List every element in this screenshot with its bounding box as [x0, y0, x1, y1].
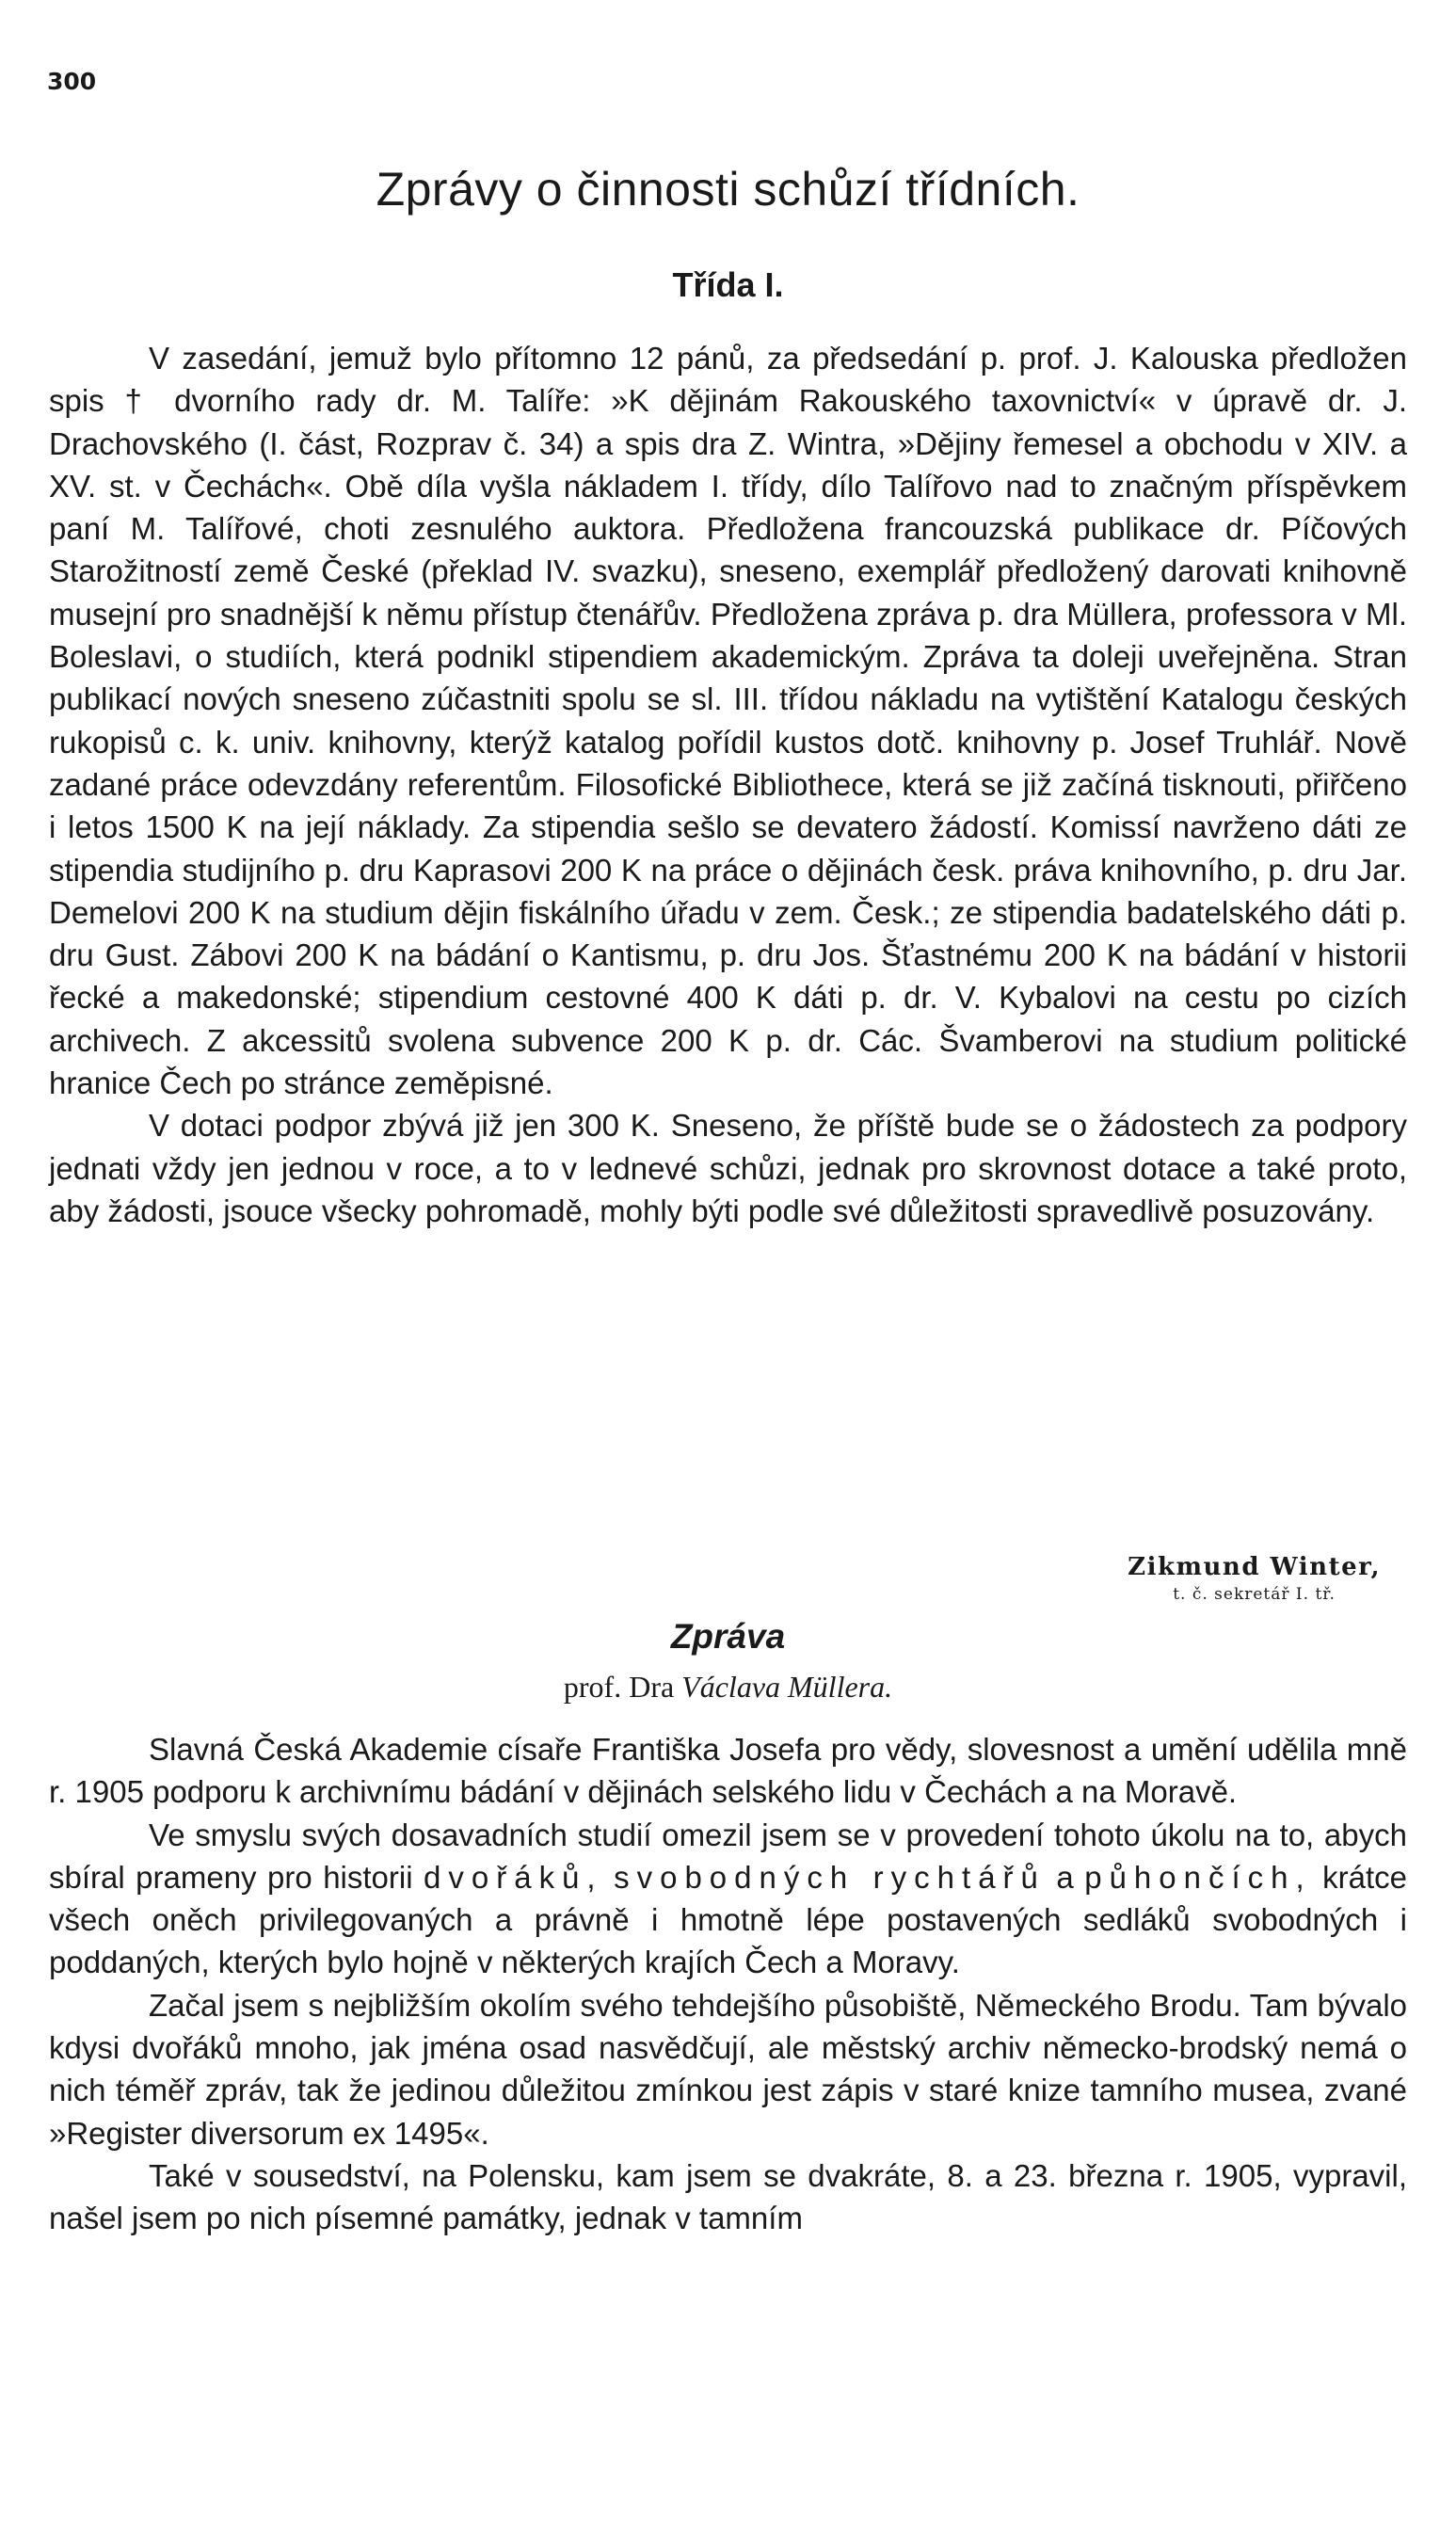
emphasized-term: dvořáků,: [424, 1859, 603, 1895]
paragraph: V dotaci podpor zbývá již jen 300 K. Sneseno, že příště bude se o žádostech za podpory jednati vždy jen jednou v roce, a to v lednevé schůzi, jednak pro skrovnost dotace a také proto, aby žádosti, jsouce všecky pohromadě, mohly býti podle své důležitosti spravedlivě posuzovány.: [49, 1108, 1407, 1228]
author-name: Václava Müllera.: [681, 1670, 893, 1704]
emphasized-term: půhončích,: [1084, 1859, 1312, 1895]
signature-role: t. č. sekretář I. tř.: [1173, 1585, 1336, 1604]
signature: [1128, 1553, 1381, 1604]
paragraph-text: Ve smyslu svých dosavadních studií omezil jsem se v provedení tohoto úkolu na to, abych sbíral prameny pro historii: [49, 1817, 1407, 1895]
class-heading: Třída I.: [672, 265, 784, 304]
signature-name: Zikmund Winter,: [1128, 1553, 1381, 1581]
emphasized-term: svobodných rychtářů: [614, 1859, 1046, 1895]
report-author: [0, 1670, 1456, 1705]
report-body: [49, 1728, 1407, 2240]
paragraph: Slavná Česká Akademie císaře Františka Josefa pro vědy, slovesnost a umění udělila mně r. 1905 podporu k archivnímu bádání v dějinách selského lidu v Čechách a na Moravě.: [49, 1732, 1407, 1810]
page-title: Zprávy o činnosti schůzí třídních.: [376, 163, 1080, 216]
paragraph: Také v sousedství, na Polensku, kam jsem se dvakráte, 8. a 23. března r. 1905, vypravil, našel jsem po nich písemné památky, jednak v tamním: [49, 2157, 1407, 2236]
page-number: 300: [47, 68, 97, 95]
paragraph: Začal jsem s nejbližším okolím svého tehdejšího působiště, Německého Brodu. Tam bývalo kdysi dvořáků mnoho, jak jména osad nasvědčují, ale městský archiv německo-brodský nemá o nich téměř zpráv, tak že jedinou důležitou zmínkou jest zápis v staré knize tamního musea, zvané »Register diversorum ex 1495«.: [49, 1987, 1407, 2151]
class-report-section: [49, 337, 1407, 1232]
report-heading: Zpráva: [670, 1617, 786, 1656]
author-prefix: prof. Dra: [563, 1670, 675, 1704]
paragraph-text: a: [1056, 1859, 1074, 1895]
paragraph: V zasedání, jemuž bylo přítomno 12 pánů, za předsedání p. prof. J. Kalouska předložen spis † dvorního rady dr. M. Talíře: »K dějinám Rakouského taxovnictví« v úpravě dr. J. Drachovského (I. část, Rozprav č. 34) a spis dra Z. Wintra, »Dějiny řemesel a obchodu v XIV. a XV. st. v Čechách«. Obě díla vyšla nákladem I. třídy, dílo Talířovo nad to značným příspěvkem paní M. Talířové, choti zesnulého auktora. Předložena francouzská publikace dr. Píčových Starožitností země České (překlad IV. svazku), sneseno, exemplář předložený darovati knihovně musejní pro snadnější k němu přístup čtenářův. Předložena zpráva p. dra Müllera, professora v Ml. Boleslavi, o studiích, která podnikl stipendiem akademickým. Zpráva ta doleji uveřejněna. Stran publikací nových sneseno zúčastniti spolu se sl. III. třídou nákladu na vytištění Katalogu českých rukopisů c. k. univ. knihovny, kterýž katalog pořídil kustos dotč. knihovny p. Josef Truhlář. Nově zadané práce odevzdány referentům. Filosofické Bibliothece, která se již začíná tisknouti, přiřčeno i letos 1500 K na její náklady. Za stipendia sešlo se devatero žádostí. Komissí navrženo dáti ze stipendia studijního p. dru Kaprasovi 200 K na práce o dějinách česk. práva knihovního, p. dru Jar. Demelovi 200 K na studium dějin fiskálního úřadu v zem. Česk.; ze stipendia badatelského dáti p. dru Gust. Zábovi 200 K na bádání o Kantismu, p. dru Jos. Šťastnému 200 K na bádání v historii řecké a makedonské; stipendium cestovné 400 K dáti p. dr. V. Kybalovi na cestu po cizích archivech. Z akcessitů svolena subvence 200 K p. dr. Các. Švamberovi na studium politické hranice Čech po stránce zeměpisné.: [49, 341, 1407, 1101]
paragraph: [49, 1814, 1407, 1984]
paragraph-text: krátce všech oněch privilegovaných a právně i hmotně lépe postavených sedláků svobodných i poddaných, kterých bylo hojně v některých krajích Čech a Moravy.: [49, 1859, 1408, 1980]
